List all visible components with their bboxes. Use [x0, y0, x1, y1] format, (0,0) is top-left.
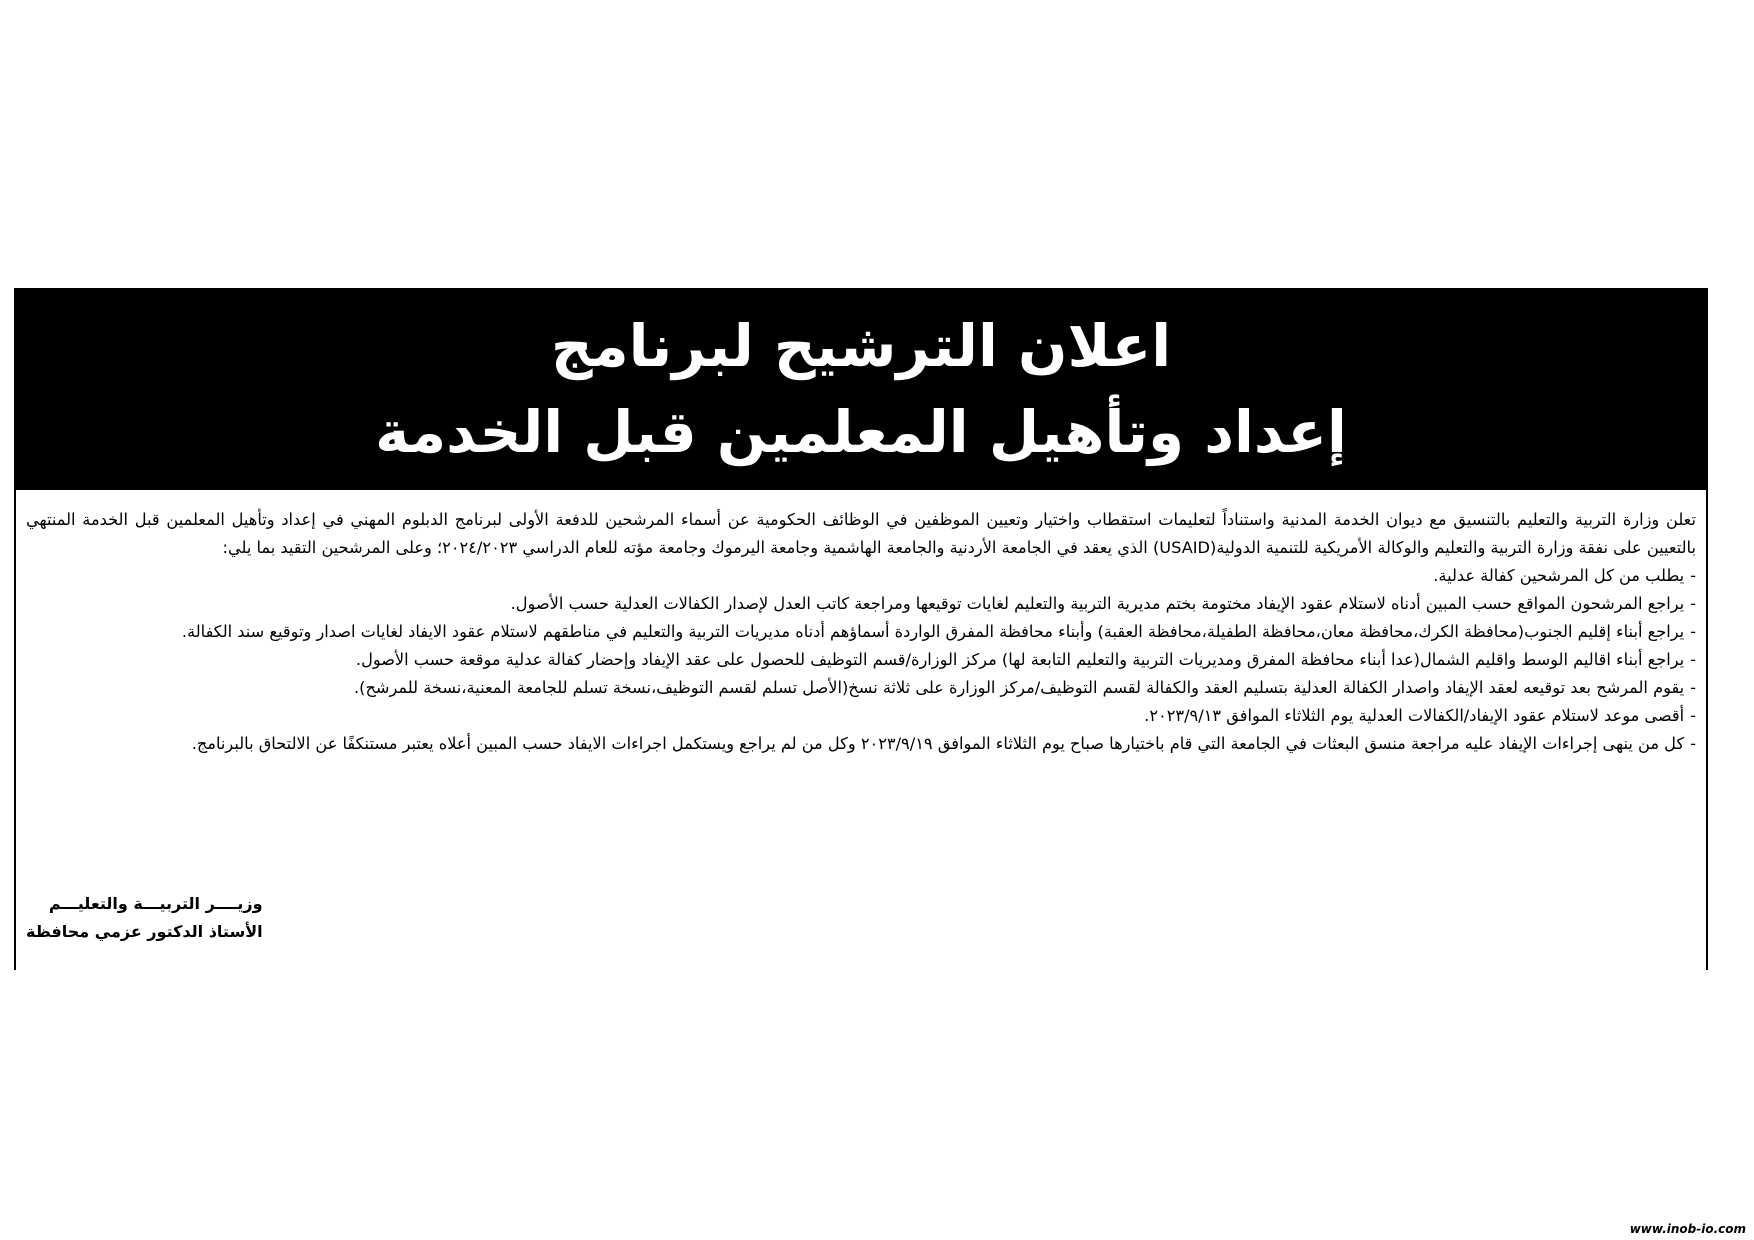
requirement-item-2 [26, 590, 1696, 618]
announcement-body [26, 506, 1696, 758]
requirements-list [26, 562, 1696, 758]
bullet-marker: - [1690, 594, 1696, 613]
bullet-marker: - [1690, 706, 1696, 725]
requirement-item-3 [26, 618, 1696, 646]
site-watermark: www.inob-io.com [1629, 1222, 1746, 1236]
requirement-item-4 [26, 646, 1696, 674]
announcement-title-line-2: إعداد وتأهيل المعلمين قبل الخدمة [375, 398, 1347, 466]
requirement-text: أقصى موعد لاستلام عقود الإيفاد/الكفالات العدلية يوم الثلاثاء الموافق ٢٠٢٣/٩/١٣. [1144, 706, 1685, 725]
requirement-item-1 [26, 562, 1696, 590]
announcement-header-banner [16, 288, 1706, 490]
requirement-text: يطلب من كل المرشحين كفالة عدلية. [1433, 566, 1685, 585]
announcement-frame [14, 288, 1708, 970]
bullet-marker: - [1690, 650, 1696, 669]
requirement-item-6 [26, 702, 1696, 730]
requirement-text: كل من ينهى إجراءات الإيفاد عليه مراجعة منسق البعثات في الجامعة التي قام باختيارها صباح يوم الثلاثاء الموافق ٢٠٢٣/٩/١٩ وكل من لم يراجع ويستكمل اجراءات الايفاد حسب المبين أعلاه يعتبر مستنكفًا عن الالتحاق بالبرنامج. [191, 734, 1685, 753]
requirement-item-5 [26, 674, 1696, 702]
requirement-text: يقوم المرشح بعد توقيعه لعقد الإيفاد واصدار الكفالة العدلية بتسليم العقد والكفالة لقسم التوظيف/مركز الوزارة على ثلاثة نسخ(الأصل تسلم لقسم التوظيف،نسخة تسلم للجامعة المعنية،نسخة للمرشح). [354, 678, 1685, 697]
announcement-intro-paragraph: تعلن وزارة التربية والتعليم بالتنسيق مع ديوان الخدمة المدنية واستناداً لتعليمات استقطاب واختيار وتعيين الموظفين في الوظائف الحكومية عن أسماء المرشحين للدفعة الأولى لبرنامج الدبلوم المهني في إعداد وتأهيل المعلمين قبل الخدمة المنتهي بالتعيين على نفقة وزارة التربية والتعليم والوكالة الأمريكية للتنمية الدولية(USAID) الذي يعقد في الجامعة الأردنية والجامعة الهاشمية وجامعة اليرموك وجامعة مؤته للعام الدراسي ٢٠٢٤/٢٠٢٣؛ وعلى المرشحين التقيد بما يلي: [26, 510, 1696, 557]
announcement-title-line-1: اعلان الترشيح لبرنامج [550, 312, 1172, 380]
requirement-text: يراجع أبناء اقاليم الوسط واقليم الشمال(عدا أبناء محافظة المفرق ومديريات التربية والتعليم التابعة لها) مركز الوزارة/قسم التوظيف للحصول على عقد الإيفاد وإحضار كفالة عدلية موقعة حسب الأصول. [355, 650, 1685, 669]
requirement-text: يراجع المرشحون المواقع حسب المبين أدناه لاستلام عقود الإيفاد مختومة بختم مديرية التربية والتعليم لغايات توقيعها ومراجعة كاتب العدل لإصدار الكفالات العدلية حسب الأصول. [510, 594, 1685, 613]
bullet-marker: - [1690, 566, 1696, 585]
requirement-text: يراجع أبناء إقليم الجنوب(محافظة الكرك،محافظة معان،محافظة الطفيلة،محافظة العقبة) وأبناء محافظة المفرق الواردة أسماؤهم أدناه مديريات التربية والتعليم في مناطقهم لاستلام عقود الايفاد لغايات اصدار وتوقيع سند الكفالة. [181, 622, 1685, 641]
bullet-marker: - [1690, 734, 1696, 753]
requirement-item-7 [26, 730, 1696, 758]
signature-title: وزيــــر التربيـــة والتعليـــم [48, 894, 263, 913]
bullet-marker: - [1690, 678, 1696, 697]
signature-name: الأستاذ الدكتور عزمي محافظة [26, 922, 263, 941]
signature-block [26, 890, 263, 946]
bullet-marker: - [1690, 622, 1696, 641]
